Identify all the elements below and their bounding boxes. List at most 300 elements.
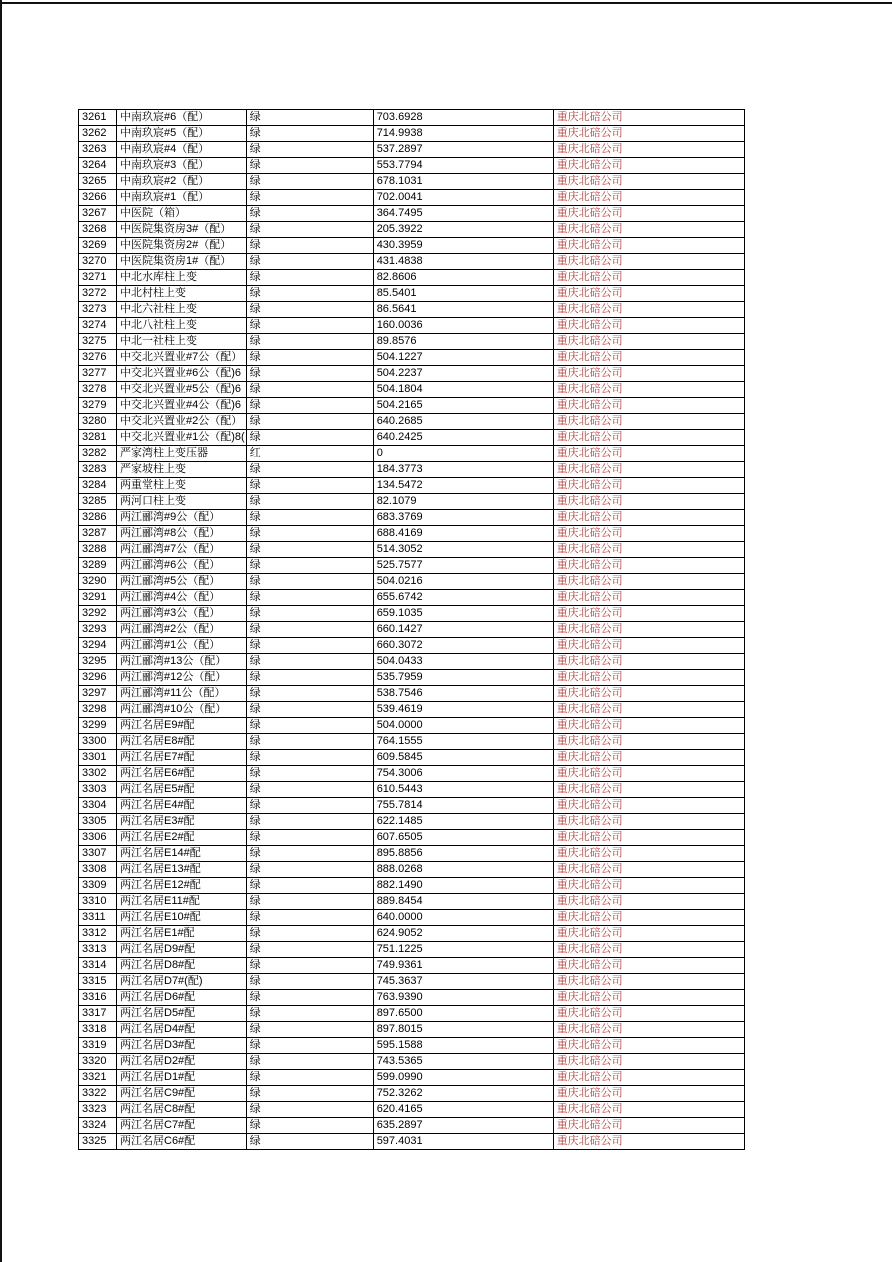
cell-status[interactable]: 绿	[246, 894, 373, 910]
cell-row-id[interactable]: 3294	[79, 638, 117, 654]
cell-status[interactable]: 绿	[246, 1054, 373, 1070]
cell-row-id[interactable]: 3284	[79, 478, 117, 494]
cell-row-id[interactable]: 3303	[79, 782, 117, 798]
cell-status[interactable]: 绿	[246, 542, 373, 558]
cell-value[interactable]: 504.0216	[373, 574, 553, 590]
cell-row-id[interactable]: 3307	[79, 846, 117, 862]
cell-status[interactable]: 红	[246, 446, 373, 462]
cell-status[interactable]: 绿	[246, 286, 373, 302]
cell-row-id[interactable]: 3323	[79, 1102, 117, 1118]
cell-name[interactable]: 两江名居D5#配	[117, 1006, 247, 1022]
cell-row-id[interactable]: 3296	[79, 670, 117, 686]
cell-status[interactable]: 绿	[246, 574, 373, 590]
cell-status[interactable]: 绿	[246, 478, 373, 494]
cell-company[interactable]: 重庆北碚公司	[553, 174, 744, 190]
cell-value[interactable]: 889.8454	[373, 894, 553, 910]
cell-company[interactable]: 重庆北碚公司	[553, 222, 744, 238]
cell-row-id[interactable]: 3293	[79, 622, 117, 638]
cell-status[interactable]: 绿	[246, 318, 373, 334]
cell-company[interactable]: 重庆北碚公司	[553, 574, 744, 590]
cell-status[interactable]: 绿	[246, 798, 373, 814]
cell-company[interactable]: 重庆北碚公司	[553, 686, 744, 702]
cell-row-id[interactable]: 3272	[79, 286, 117, 302]
cell-row-id[interactable]: 3267	[79, 206, 117, 222]
cell-row-id[interactable]: 3290	[79, 574, 117, 590]
cell-value[interactable]: 895.8856	[373, 846, 553, 862]
cell-status[interactable]: 绿	[246, 926, 373, 942]
cell-row-id[interactable]: 3312	[79, 926, 117, 942]
cell-name[interactable]: 两江郦湾#9公（配）	[117, 510, 247, 526]
cell-name[interactable]: 两江名居D4#配	[117, 1022, 247, 1038]
cell-value[interactable]: 597.4031	[373, 1134, 553, 1150]
cell-value[interactable]: 504.2165	[373, 398, 553, 414]
cell-status[interactable]: 绿	[246, 878, 373, 894]
cell-value[interactable]: 134.5472	[373, 478, 553, 494]
cell-company[interactable]: 重庆北碚公司	[553, 238, 744, 254]
cell-value[interactable]: 525.7577	[373, 558, 553, 574]
cell-row-id[interactable]: 3305	[79, 814, 117, 830]
cell-status[interactable]: 绿	[246, 1006, 373, 1022]
cell-row-id[interactable]: 3320	[79, 1054, 117, 1070]
cell-name[interactable]: 两江名居D7#(配)	[117, 974, 247, 990]
cell-company[interactable]: 重庆北碚公司	[553, 782, 744, 798]
cell-status[interactable]: 绿	[246, 750, 373, 766]
cell-status[interactable]: 绿	[246, 270, 373, 286]
cell-name[interactable]: 中交北兴置业#4公（配)6	[117, 398, 247, 414]
cell-name[interactable]: 两江郦湾#1公（配）	[117, 638, 247, 654]
cell-status[interactable]: 绿	[246, 814, 373, 830]
cell-value[interactable]: 539.4619	[373, 702, 553, 718]
cell-status[interactable]: 绿	[246, 782, 373, 798]
cell-company[interactable]: 重庆北碚公司	[553, 814, 744, 830]
cell-value[interactable]: 89.8576	[373, 334, 553, 350]
cell-value[interactable]: 703.6928	[373, 110, 553, 126]
cell-company[interactable]: 重庆北碚公司	[553, 942, 744, 958]
cell-value[interactable]: 0	[373, 446, 553, 462]
cell-row-id[interactable]: 3282	[79, 446, 117, 462]
cell-row-id[interactable]: 3270	[79, 254, 117, 270]
cell-status[interactable]: 绿	[246, 142, 373, 158]
cell-status[interactable]: 绿	[246, 494, 373, 510]
cell-company[interactable]: 重庆北碚公司	[553, 1118, 744, 1134]
cell-company[interactable]: 重庆北碚公司	[553, 910, 744, 926]
cell-company[interactable]: 重庆北碚公司	[553, 494, 744, 510]
cell-status[interactable]: 绿	[246, 1134, 373, 1150]
cell-value[interactable]: 607.6505	[373, 830, 553, 846]
cell-value[interactable]: 504.2237	[373, 366, 553, 382]
cell-row-id[interactable]: 3302	[79, 766, 117, 782]
cell-company[interactable]: 重庆北碚公司	[553, 110, 744, 126]
cell-row-id[interactable]: 3287	[79, 526, 117, 542]
cell-status[interactable]: 绿	[246, 366, 373, 382]
cell-value[interactable]: 702.0041	[373, 190, 553, 206]
cell-value[interactable]: 659.1035	[373, 606, 553, 622]
cell-company[interactable]: 重庆北碚公司	[553, 142, 744, 158]
cell-company[interactable]: 重庆北碚公司	[553, 1022, 744, 1038]
cell-company[interactable]: 重庆北碚公司	[553, 622, 744, 638]
cell-row-id[interactable]: 3266	[79, 190, 117, 206]
cell-status[interactable]: 绿	[246, 398, 373, 414]
cell-company[interactable]: 重庆北碚公司	[553, 734, 744, 750]
cell-status[interactable]: 绿	[246, 846, 373, 862]
cell-status[interactable]: 绿	[246, 1102, 373, 1118]
cell-company[interactable]: 重庆北碚公司	[553, 798, 744, 814]
cell-company[interactable]: 重庆北碚公司	[553, 318, 744, 334]
cell-company[interactable]: 重庆北碚公司	[553, 1070, 744, 1086]
cell-company[interactable]: 重庆北碚公司	[553, 830, 744, 846]
cell-company[interactable]: 重庆北碚公司	[553, 478, 744, 494]
cell-status[interactable]: 绿	[246, 190, 373, 206]
cell-value[interactable]: 431.4838	[373, 254, 553, 270]
cell-name[interactable]: 两江郦湾#13公（配）	[117, 654, 247, 670]
cell-name[interactable]: 两江郦湾#5公（配）	[117, 574, 247, 590]
cell-company[interactable]: 重庆北碚公司	[553, 606, 744, 622]
cell-value[interactable]: 888.0268	[373, 862, 553, 878]
cell-status[interactable]: 绿	[246, 622, 373, 638]
cell-name[interactable]: 中南玖宸#5（配）	[117, 126, 247, 142]
cell-row-id[interactable]: 3277	[79, 366, 117, 382]
cell-row-id[interactable]: 3276	[79, 350, 117, 366]
cell-row-id[interactable]: 3268	[79, 222, 117, 238]
cell-status[interactable]: 绿	[246, 958, 373, 974]
cell-row-id[interactable]: 3275	[79, 334, 117, 350]
cell-name[interactable]: 中医院集资房1#（配）	[117, 254, 247, 270]
cell-status[interactable]: 绿	[246, 334, 373, 350]
cell-value[interactable]: 610.5443	[373, 782, 553, 798]
cell-name[interactable]: 中南玖宸#3（配）	[117, 158, 247, 174]
cell-status[interactable]: 绿	[246, 974, 373, 990]
cell-row-id[interactable]: 3274	[79, 318, 117, 334]
cell-company[interactable]: 重庆北碚公司	[553, 1054, 744, 1070]
cell-value[interactable]: 897.6500	[373, 1006, 553, 1022]
cell-value[interactable]: 85.5401	[373, 286, 553, 302]
cell-company[interactable]: 重庆北碚公司	[553, 862, 744, 878]
cell-row-id[interactable]: 3297	[79, 686, 117, 702]
cell-row-id[interactable]: 3310	[79, 894, 117, 910]
cell-name[interactable]: 严家坡柱上变	[117, 462, 247, 478]
cell-name[interactable]: 两江名居E14#配	[117, 846, 247, 862]
cell-row-id[interactable]: 3279	[79, 398, 117, 414]
cell-company[interactable]: 重庆北碚公司	[553, 1006, 744, 1022]
cell-row-id[interactable]: 3317	[79, 1006, 117, 1022]
cell-name[interactable]: 两江名居E1#配	[117, 926, 247, 942]
cell-name[interactable]: 两江名居E12#配	[117, 878, 247, 894]
cell-status[interactable]: 绿	[246, 702, 373, 718]
cell-name[interactable]: 两江名居E11#配	[117, 894, 247, 910]
cell-row-id[interactable]: 3295	[79, 654, 117, 670]
cell-company[interactable]: 重庆北碚公司	[553, 526, 744, 542]
cell-value[interactable]: 743.5365	[373, 1054, 553, 1070]
cell-row-id[interactable]: 3261	[79, 110, 117, 126]
cell-company[interactable]: 重庆北碚公司	[553, 158, 744, 174]
cell-value[interactable]: 754.3006	[373, 766, 553, 782]
cell-name[interactable]: 中北水库柱上变	[117, 270, 247, 286]
cell-value[interactable]: 504.0433	[373, 654, 553, 670]
cell-company[interactable]: 重庆北碚公司	[553, 350, 744, 366]
cell-name[interactable]: 中南玖宸#2（配）	[117, 174, 247, 190]
cell-value[interactable]: 553.7794	[373, 158, 553, 174]
cell-name[interactable]: 两江郦湾#2公（配）	[117, 622, 247, 638]
cell-row-id[interactable]: 3306	[79, 830, 117, 846]
cell-status[interactable]: 绿	[246, 510, 373, 526]
cell-value[interactable]: 514.3052	[373, 542, 553, 558]
cell-row-id[interactable]: 3298	[79, 702, 117, 718]
cell-status[interactable]: 绿	[246, 158, 373, 174]
cell-name[interactable]: 中北村柱上变	[117, 286, 247, 302]
cell-value[interactable]: 622.1485	[373, 814, 553, 830]
cell-company[interactable]: 重庆北碚公司	[553, 302, 744, 318]
cell-value[interactable]: 882.1490	[373, 878, 553, 894]
cell-value[interactable]: 595.1588	[373, 1038, 553, 1054]
cell-value[interactable]: 714.9938	[373, 126, 553, 142]
cell-company[interactable]: 重庆北碚公司	[553, 446, 744, 462]
cell-name[interactable]: 两江名居E9#配	[117, 718, 247, 734]
cell-company[interactable]: 重庆北碚公司	[553, 990, 744, 1006]
cell-row-id[interactable]: 3311	[79, 910, 117, 926]
cell-row-id[interactable]: 3313	[79, 942, 117, 958]
cell-value[interactable]: 82.1079	[373, 494, 553, 510]
cell-value[interactable]: 184.3773	[373, 462, 553, 478]
cell-name[interactable]: 中交北兴置业#2公（配）	[117, 414, 247, 430]
cell-name[interactable]: 两江郦湾#11公（配）	[117, 686, 247, 702]
cell-name[interactable]: 两江名居E6#配	[117, 766, 247, 782]
cell-value[interactable]: 535.7959	[373, 670, 553, 686]
cell-status[interactable]: 绿	[246, 126, 373, 142]
cell-name[interactable]: 两江郦湾#8公（配）	[117, 526, 247, 542]
cell-value[interactable]: 660.3072	[373, 638, 553, 654]
cell-status[interactable]: 绿	[246, 942, 373, 958]
cell-name[interactable]: 两江名居E5#配	[117, 782, 247, 798]
cell-company[interactable]: 重庆北碚公司	[553, 270, 744, 286]
cell-name[interactable]: 两江名居C9#配	[117, 1086, 247, 1102]
cell-name[interactable]: 中医院集资房3#（配）	[117, 222, 247, 238]
cell-value[interactable]: 660.1427	[373, 622, 553, 638]
cell-status[interactable]: 绿	[246, 670, 373, 686]
cell-status[interactable]: 绿	[246, 766, 373, 782]
cell-value[interactable]: 160.0036	[373, 318, 553, 334]
cell-status[interactable]: 绿	[246, 222, 373, 238]
cell-name[interactable]: 中南玖宸#4（配）	[117, 142, 247, 158]
cell-status[interactable]: 绿	[246, 1038, 373, 1054]
cell-company[interactable]: 重庆北碚公司	[553, 846, 744, 862]
cell-company[interactable]: 重庆北碚公司	[553, 414, 744, 430]
cell-name[interactable]: 两江郦湾#10公（配）	[117, 702, 247, 718]
cell-row-id[interactable]: 3262	[79, 126, 117, 142]
cell-company[interactable]: 重庆北碚公司	[553, 366, 744, 382]
cell-value[interactable]: 205.3922	[373, 222, 553, 238]
cell-name[interactable]: 中交北兴置业#6公（配)6	[117, 366, 247, 382]
cell-value[interactable]: 537.2897	[373, 142, 553, 158]
cell-value[interactable]: 764.1555	[373, 734, 553, 750]
cell-row-id[interactable]: 3301	[79, 750, 117, 766]
cell-name[interactable]: 中北八社柱上变	[117, 318, 247, 334]
cell-status[interactable]: 绿	[246, 414, 373, 430]
cell-value[interactable]: 655.6742	[373, 590, 553, 606]
cell-status[interactable]: 绿	[246, 606, 373, 622]
cell-value[interactable]: 82.8606	[373, 270, 553, 286]
cell-company[interactable]: 重庆北碚公司	[553, 926, 744, 942]
cell-status[interactable]: 绿	[246, 910, 373, 926]
cell-name[interactable]: 两江名居E7#配	[117, 750, 247, 766]
cell-value[interactable]: 751.1225	[373, 942, 553, 958]
cell-value[interactable]: 763.9390	[373, 990, 553, 1006]
cell-status[interactable]: 绿	[246, 990, 373, 1006]
cell-status[interactable]: 绿	[246, 206, 373, 222]
cell-row-id[interactable]: 3286	[79, 510, 117, 526]
cell-name[interactable]: 中南玖宸#6（配）	[117, 110, 247, 126]
cell-name[interactable]: 两江名居E2#配	[117, 830, 247, 846]
cell-value[interactable]: 504.1804	[373, 382, 553, 398]
cell-name[interactable]: 两江名居E8#配	[117, 734, 247, 750]
cell-value[interactable]: 752.3262	[373, 1086, 553, 1102]
cell-status[interactable]: 绿	[246, 1118, 373, 1134]
cell-name[interactable]: 两江名居D2#配	[117, 1054, 247, 1070]
cell-status[interactable]: 绿	[246, 238, 373, 254]
cell-value[interactable]: 640.2685	[373, 414, 553, 430]
cell-company[interactable]: 重庆北碚公司	[553, 558, 744, 574]
cell-row-id[interactable]: 3322	[79, 1086, 117, 1102]
cell-company[interactable]: 重庆北碚公司	[553, 430, 744, 446]
cell-row-id[interactable]: 3308	[79, 862, 117, 878]
cell-name[interactable]: 中交北兴置业#7公（配）	[117, 350, 247, 366]
cell-status[interactable]: 绿	[246, 1086, 373, 1102]
cell-row-id[interactable]: 3278	[79, 382, 117, 398]
cell-row-id[interactable]: 3325	[79, 1134, 117, 1150]
cell-company[interactable]: 重庆北碚公司	[553, 590, 744, 606]
cell-row-id[interactable]: 3299	[79, 718, 117, 734]
cell-company[interactable]: 重庆北碚公司	[553, 1102, 744, 1118]
cell-row-id[interactable]: 3271	[79, 270, 117, 286]
cell-row-id[interactable]: 3289	[79, 558, 117, 574]
cell-name[interactable]: 两江名居E3#配	[117, 814, 247, 830]
cell-name[interactable]: 两江名居D3#配	[117, 1038, 247, 1054]
cell-name[interactable]: 两江郦湾#7公（配）	[117, 542, 247, 558]
cell-status[interactable]: 绿	[246, 686, 373, 702]
cell-status[interactable]: 绿	[246, 430, 373, 446]
cell-company[interactable]: 重庆北碚公司	[553, 286, 744, 302]
cell-status[interactable]: 绿	[246, 350, 373, 366]
cell-company[interactable]: 重庆北碚公司	[553, 670, 744, 686]
cell-status[interactable]: 绿	[246, 302, 373, 318]
cell-value[interactable]: 635.2897	[373, 1118, 553, 1134]
cell-row-id[interactable]: 3321	[79, 1070, 117, 1086]
cell-company[interactable]: 重庆北碚公司	[553, 1086, 744, 1102]
cell-row-id[interactable]: 3264	[79, 158, 117, 174]
cell-value[interactable]: 430.3959	[373, 238, 553, 254]
cell-company[interactable]: 重庆北碚公司	[553, 750, 744, 766]
cell-name[interactable]: 中北一社柱上变	[117, 334, 247, 350]
cell-name[interactable]: 中医院（箱）	[117, 206, 247, 222]
cell-company[interactable]: 重庆北碚公司	[553, 206, 744, 222]
cell-row-id[interactable]: 3283	[79, 462, 117, 478]
cell-row-id[interactable]: 3309	[79, 878, 117, 894]
cell-name[interactable]: 中南玖宸#1（配）	[117, 190, 247, 206]
cell-name[interactable]: 两重堂柱上变	[117, 478, 247, 494]
cell-status[interactable]: 绿	[246, 638, 373, 654]
cell-row-id[interactable]: 3263	[79, 142, 117, 158]
cell-name[interactable]: 中医院集资房2#（配）	[117, 238, 247, 254]
cell-company[interactable]: 重庆北碚公司	[553, 766, 744, 782]
cell-value[interactable]: 755.7814	[373, 798, 553, 814]
cell-row-id[interactable]: 3291	[79, 590, 117, 606]
cell-name[interactable]: 两江名居E4#配	[117, 798, 247, 814]
cell-name[interactable]: 两江名居E10#配	[117, 910, 247, 926]
cell-status[interactable]: 绿	[246, 174, 373, 190]
cell-company[interactable]: 重庆北碚公司	[553, 1038, 744, 1054]
cell-name[interactable]: 两江名居E13#配	[117, 862, 247, 878]
cell-row-id[interactable]: 3269	[79, 238, 117, 254]
cell-name[interactable]: 两江名居D1#配	[117, 1070, 247, 1086]
cell-value[interactable]: 678.1031	[373, 174, 553, 190]
cell-company[interactable]: 重庆北碚公司	[553, 878, 744, 894]
cell-row-id[interactable]: 3316	[79, 990, 117, 1006]
cell-row-id[interactable]: 3324	[79, 1118, 117, 1134]
cell-value[interactable]: 683.3769	[373, 510, 553, 526]
cell-status[interactable]: 绿	[246, 862, 373, 878]
cell-status[interactable]: 绿	[246, 734, 373, 750]
cell-company[interactable]: 重庆北碚公司	[553, 638, 744, 654]
cell-status[interactable]: 绿	[246, 110, 373, 126]
cell-status[interactable]: 绿	[246, 1070, 373, 1086]
cell-value[interactable]: 745.3637	[373, 974, 553, 990]
cell-row-id[interactable]: 3265	[79, 174, 117, 190]
cell-status[interactable]: 绿	[246, 590, 373, 606]
cell-status[interactable]: 绿	[246, 526, 373, 542]
cell-value[interactable]: 364.7495	[373, 206, 553, 222]
cell-value[interactable]: 504.1227	[373, 350, 553, 366]
cell-status[interactable]: 绿	[246, 830, 373, 846]
cell-company[interactable]: 重庆北碚公司	[553, 1134, 744, 1150]
cell-value[interactable]: 688.4169	[373, 526, 553, 542]
cell-status[interactable]: 绿	[246, 1022, 373, 1038]
cell-company[interactable]: 重庆北碚公司	[553, 462, 744, 478]
cell-row-id[interactable]: 3315	[79, 974, 117, 990]
cell-company[interactable]: 重庆北碚公司	[553, 510, 744, 526]
cell-company[interactable]: 重庆北碚公司	[553, 718, 744, 734]
cell-company[interactable]: 重庆北碚公司	[553, 254, 744, 270]
cell-company[interactable]: 重庆北碚公司	[553, 190, 744, 206]
cell-name[interactable]: 两江名居C6#配	[117, 1134, 247, 1150]
cell-name[interactable]: 两江名居D8#配	[117, 958, 247, 974]
cell-value[interactable]: 504.0000	[373, 718, 553, 734]
cell-name[interactable]: 中北六社柱上变	[117, 302, 247, 318]
cell-row-id[interactable]: 3280	[79, 414, 117, 430]
cell-row-id[interactable]: 3314	[79, 958, 117, 974]
cell-name[interactable]: 两江郦湾#6公（配）	[117, 558, 247, 574]
cell-name[interactable]: 两江名居D9#配	[117, 942, 247, 958]
cell-name[interactable]: 中交北兴置业#5公（配)6	[117, 382, 247, 398]
cell-status[interactable]: 绿	[246, 718, 373, 734]
cell-name[interactable]: 两江郦湾#4公（配）	[117, 590, 247, 606]
cell-value[interactable]: 599.0990	[373, 1070, 553, 1086]
cell-company[interactable]: 重庆北碚公司	[553, 654, 744, 670]
cell-status[interactable]: 绿	[246, 654, 373, 670]
cell-company[interactable]: 重庆北碚公司	[553, 126, 744, 142]
cell-company[interactable]: 重庆北碚公司	[553, 382, 744, 398]
cell-value[interactable]: 749.9361	[373, 958, 553, 974]
cell-name[interactable]: 两江郦湾#12公（配）	[117, 670, 247, 686]
cell-name[interactable]: 严家湾柱上变压器	[117, 446, 247, 462]
cell-status[interactable]: 绿	[246, 558, 373, 574]
cell-row-id[interactable]: 3288	[79, 542, 117, 558]
cell-row-id[interactable]: 3319	[79, 1038, 117, 1054]
cell-value[interactable]: 620.4165	[373, 1102, 553, 1118]
cell-status[interactable]: 绿	[246, 462, 373, 478]
cell-row-id[interactable]: 3304	[79, 798, 117, 814]
cell-company[interactable]: 重庆北碚公司	[553, 894, 744, 910]
cell-value[interactable]: 609.5845	[373, 750, 553, 766]
cell-name[interactable]: 两江郦湾#3公（配）	[117, 606, 247, 622]
